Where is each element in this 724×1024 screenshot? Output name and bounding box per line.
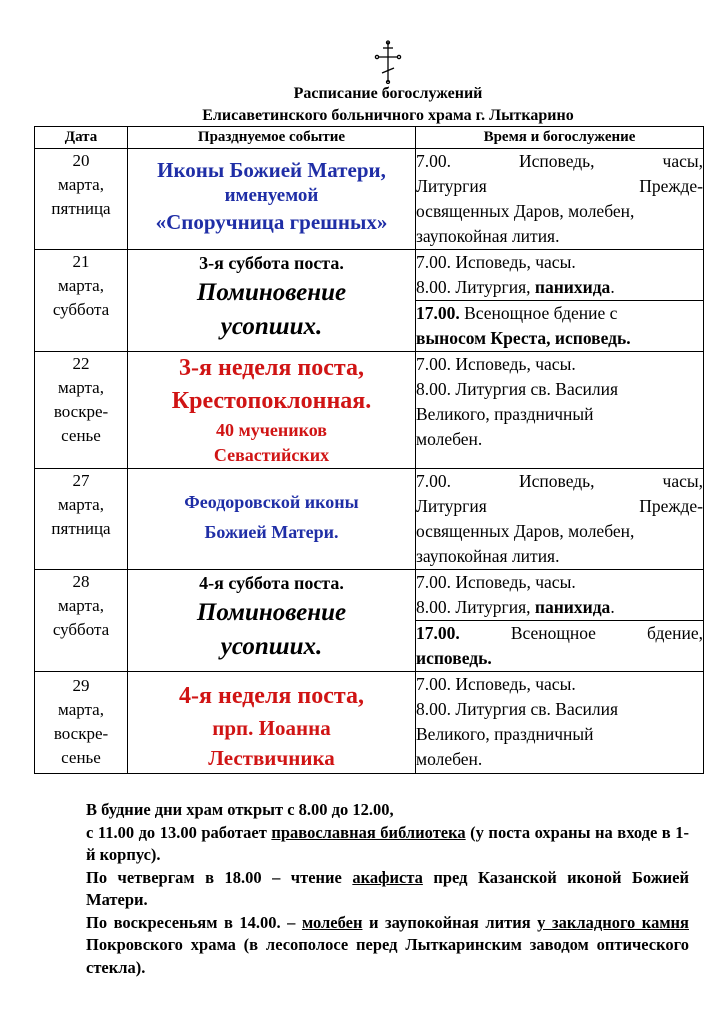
- event-cell: 4-я неделя поста, прп. Иоанна Лествичника: [128, 672, 416, 774]
- date-cell: 22 марта, воскре- сенье: [35, 352, 128, 469]
- table-row: [35, 570, 704, 621]
- page-title: Расписание богослужений: [293, 85, 483, 102]
- column-header-service: Время и богослужение: [416, 127, 704, 149]
- event-cell: Иконы Божией Матери, именуемой «Споручница грешных»: [128, 149, 416, 250]
- service-cell: 7.00. Исповедь, часы. 8.00. Литургия св. Василия Великого, праздничный молебен.: [416, 352, 704, 469]
- service-cell: 7.00. Исповедь, часы. 8.00. Литургия св. Василия Великого, праздничный молебен.: [416, 672, 704, 774]
- table-row: [35, 469, 704, 570]
- service-cell-evening: 17.00. Всенощное бдение с выносом Креста, исповедь.: [416, 301, 704, 352]
- service-cell: 7.00. Исповедь, часы. 8.00. Литургия, панихида.: [416, 570, 704, 621]
- event-cell: 4-я суббота поста. Поминовение усопших.: [128, 570, 416, 672]
- akathist-link: акафиста: [352, 867, 423, 887]
- date-cell: 29 марта, воскре- сенье: [35, 672, 128, 774]
- column-header-event: Празднуемое событие: [128, 127, 416, 149]
- table-row: [35, 352, 704, 469]
- schedule-table: [34, 126, 704, 774]
- date-cell: 28 марта, суббота: [35, 570, 128, 672]
- footer-opening-hours: В будние дни храм открыт с 8.00 до 12.00,: [86, 800, 394, 819]
- service-cell: 7.00. Исповедь, часы, Литургия Преждe- освященных Даров, молебен, заупокойная лития.: [416, 149, 704, 250]
- event-cell: 3-я неделя поста, Крестопоклонная. 40 мучеников Севастийских: [128, 352, 416, 469]
- event-cell: Феодоровской иконы Божией Матери.: [128, 469, 416, 570]
- footer-notes: [86, 799, 689, 979]
- column-header-date: Дата: [35, 127, 128, 149]
- service-cell: 7.00. Исповедь, часы. 8.00. Литургия, панихида.: [416, 250, 704, 301]
- date-cell: 21 марта, суббота: [35, 250, 128, 352]
- table-row: [35, 250, 704, 301]
- service-cell: 7.00. Исповедь, часы, Литургия Преждe- освященных Даров, молебен, заупокойная лития.: [416, 469, 704, 570]
- page-subtitle: Елисаветинского больничного храма г. Лыткарино: [202, 107, 574, 124]
- table-row: [35, 672, 704, 774]
- date-cell: 20 марта, пятница: [35, 149, 128, 250]
- date-cell: 27 марта, пятница: [35, 469, 128, 570]
- library-link: православная библиотека: [271, 822, 466, 842]
- footer-akathist: По четвергам в 18.00 – чтение акафиста пред Казанской иконой Божией Матери.: [86, 867, 689, 909]
- orthodox-cross-icon: [373, 40, 403, 84]
- table-row: [35, 149, 704, 250]
- footer-sunday-moleben: По воскресеньям в 14.00. – молебен и заупокойная лития у закладного камня Покровского храма (в лесополосе перед Лыткаринским заводом оптического стекла).: [86, 912, 689, 977]
- table-header-row: [35, 127, 704, 149]
- footer-library: с 11.00 до 13.00 работает православная библиотека (у поста охраны на входе в 1-й корпус).: [86, 822, 689, 864]
- service-cell-evening: 17.00. Всенощное бдение, исповедь.: [416, 621, 704, 672]
- event-cell: 3-я суббота поста. Поминовение усопших.: [128, 250, 416, 352]
